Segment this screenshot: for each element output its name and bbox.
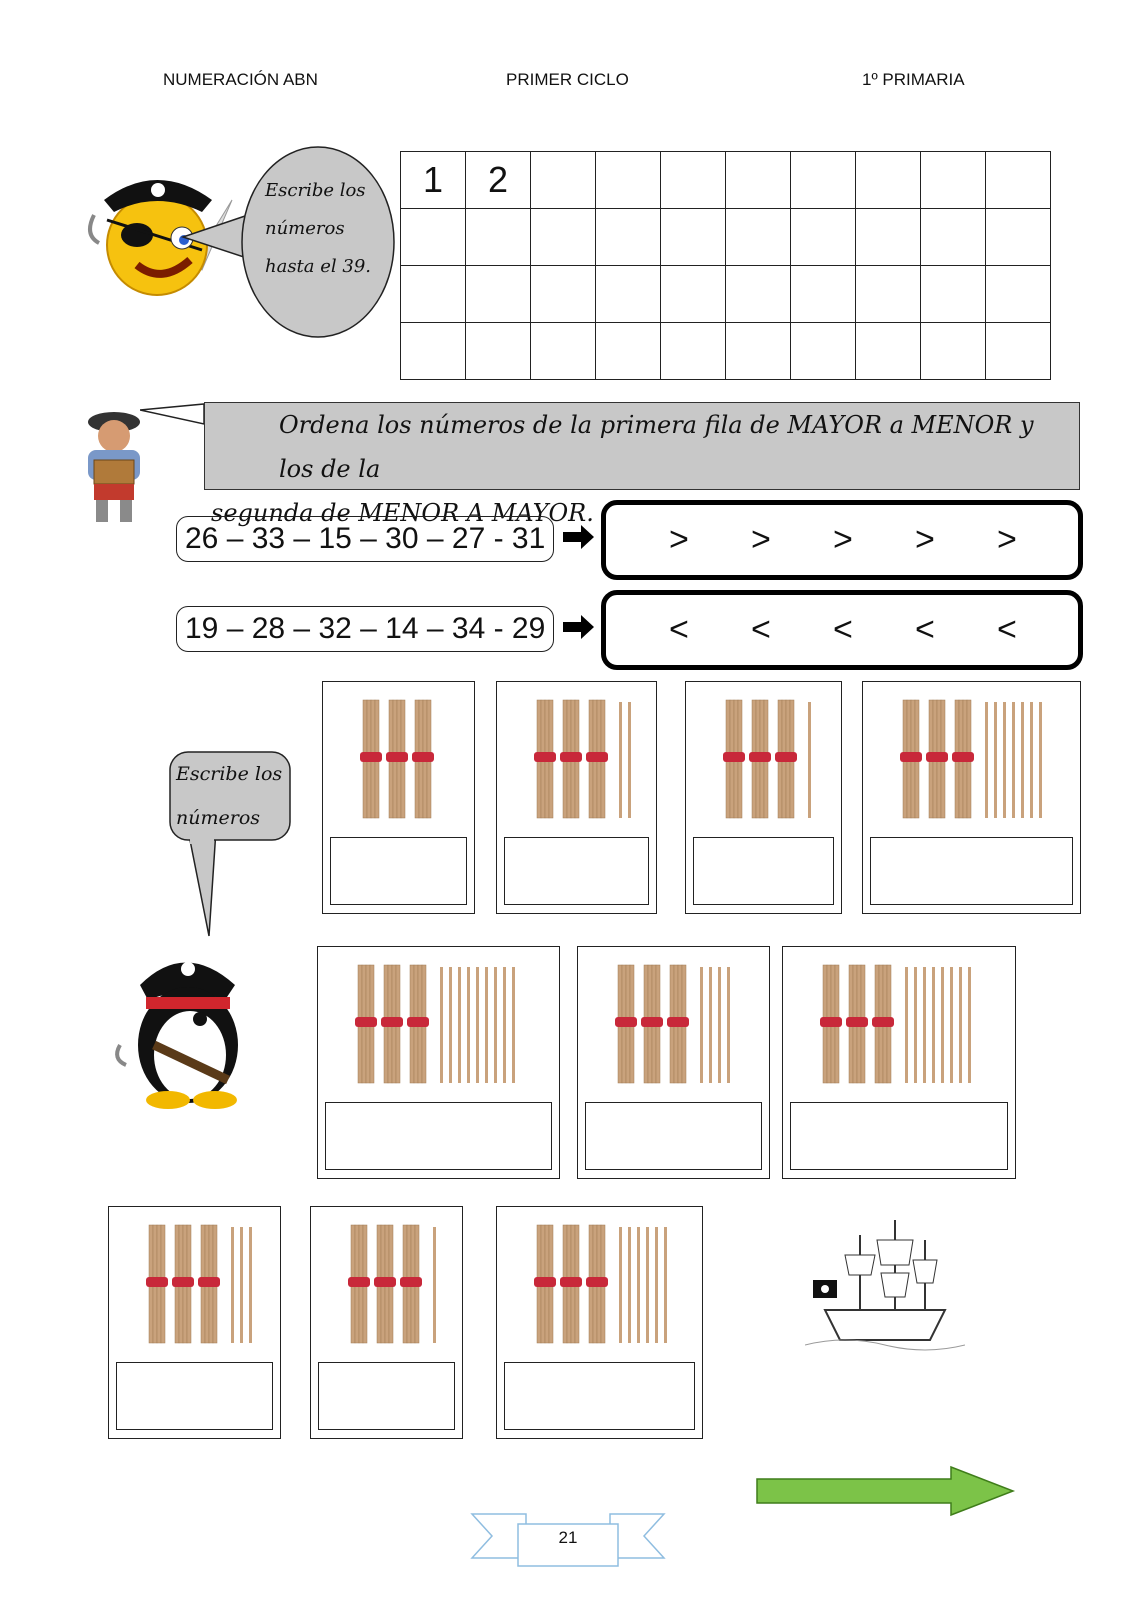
- symbol: <: [915, 610, 935, 649]
- single-stick: [1030, 702, 1033, 818]
- stick-card: [108, 1206, 281, 1439]
- number-grid: [400, 151, 1051, 380]
- stick-bundle: [586, 700, 608, 818]
- header-right: 1º PRIMARIA: [862, 70, 965, 89]
- stick-bundle: [400, 1225, 422, 1343]
- single-stick: [959, 967, 962, 1083]
- stick-bundle: [926, 700, 948, 818]
- sticks-illustration: [578, 957, 771, 1097]
- grid-cell[interactable]: [661, 209, 726, 266]
- single-stick: [458, 967, 461, 1083]
- single-stick: [968, 967, 971, 1083]
- grid-row: [401, 323, 1051, 380]
- single-stick: [808, 702, 811, 818]
- grid-cell[interactable]: [596, 323, 661, 380]
- sequence-1: 26 – 33 – 15 – 30 – 27 - 31: [176, 516, 554, 562]
- grid-cell[interactable]: [466, 209, 531, 266]
- stick-bundle: [641, 965, 663, 1083]
- stick-bundle: [846, 965, 868, 1083]
- symbol: >: [997, 520, 1017, 559]
- grid-cell[interactable]: [466, 323, 531, 380]
- stick-bundle: [952, 700, 974, 818]
- next-page-arrow[interactable]: [755, 1465, 1017, 1517]
- stick-bundle: [534, 1225, 556, 1343]
- grid-cell[interactable]: [596, 152, 661, 209]
- grid-cell[interactable]: [661, 152, 726, 209]
- single-stick: [619, 1227, 622, 1343]
- single-stick: [619, 702, 622, 818]
- grid-cell[interactable]: [791, 266, 856, 323]
- grid-cell[interactable]: [791, 152, 856, 209]
- single-stick: [994, 702, 997, 818]
- instruction-line-2: segunda de MENOR A MAYOR.: [211, 499, 594, 527]
- stick-card: [317, 946, 560, 1179]
- answer-box[interactable]: [116, 1362, 273, 1430]
- grid-cell[interactable]: [466, 266, 531, 323]
- single-stick: [628, 702, 631, 818]
- symbol: >: [751, 520, 771, 559]
- single-stick: [512, 967, 515, 1083]
- grid-cell[interactable]: [401, 209, 466, 266]
- single-stick: [700, 967, 703, 1083]
- single-stick: [941, 967, 944, 1083]
- stick-card: [577, 946, 770, 1179]
- sticks-illustration: [783, 957, 1017, 1097]
- grid-cell[interactable]: [986, 323, 1051, 380]
- stick-card: [496, 1206, 703, 1439]
- bubble2-text: [176, 752, 282, 840]
- single-stick: [628, 1227, 631, 1343]
- single-stick: [449, 967, 452, 1083]
- single-stick: [905, 967, 908, 1083]
- stick-card: [862, 681, 1081, 914]
- grid-cell[interactable]: [661, 266, 726, 323]
- sticks-illustration: [109, 1217, 282, 1357]
- stick-bundle: [146, 1225, 168, 1343]
- sticks-illustration: [497, 692, 658, 832]
- grid-cell[interactable]: [531, 152, 596, 209]
- bubble1-line: números: [265, 218, 345, 239]
- single-stick: [467, 967, 470, 1083]
- answer-box[interactable]: [504, 837, 649, 905]
- stick-bundle: [560, 1225, 582, 1343]
- single-stick: [1003, 702, 1006, 818]
- grid-cell[interactable]: [596, 209, 661, 266]
- pirate-ship-icon: [805, 1205, 965, 1355]
- arrow-right-icon: [563, 615, 595, 639]
- single-stick: [655, 1227, 658, 1343]
- stick-bundle: [749, 700, 771, 818]
- sticks-illustration: [323, 692, 476, 832]
- stick-bundle: [723, 700, 745, 818]
- sequence-2: 19 – 28 – 32 – 14 – 34 - 29: [176, 606, 554, 652]
- bubble2-line: números: [176, 807, 261, 829]
- grid-cell[interactable]: [856, 209, 921, 266]
- single-stick: [1021, 702, 1024, 818]
- single-stick: [637, 1227, 640, 1343]
- answer-box[interactable]: [325, 1102, 552, 1170]
- stick-bundle: [348, 1225, 370, 1343]
- single-stick: [476, 967, 479, 1083]
- bubble1-line: Escribe los: [265, 180, 366, 201]
- symbol: >: [833, 520, 853, 559]
- stick-bundle: [775, 700, 797, 818]
- stick-bundle: [360, 700, 382, 818]
- answer-box[interactable]: [693, 837, 834, 905]
- grid-cell[interactable]: [401, 266, 466, 323]
- grid-cell[interactable]: [726, 323, 791, 380]
- stick-card: [322, 681, 475, 914]
- sticks-illustration: [686, 692, 843, 832]
- instruction-line-1: Ordena los números de la primera fila de MAYOR a MENOR y los de la: [279, 411, 1034, 483]
- stick-bundle: [667, 965, 689, 1083]
- symbol: >: [669, 520, 689, 559]
- answer-box-1[interactable]: [601, 500, 1083, 580]
- stick-card: [685, 681, 842, 914]
- single-stick: [1039, 702, 1042, 818]
- single-stick: [231, 1227, 234, 1343]
- stick-bundle: [534, 700, 556, 818]
- symbol: >: [915, 520, 935, 559]
- grid-cell[interactable]: [921, 266, 986, 323]
- single-stick: [1012, 702, 1015, 818]
- stick-bundle: [615, 965, 637, 1083]
- grid-cell[interactable]: [596, 266, 661, 323]
- stick-bundle: [586, 1225, 608, 1343]
- grid-cell[interactable]: [856, 152, 921, 209]
- bubble2-line: Escribe los: [176, 763, 283, 785]
- single-stick: [923, 967, 926, 1083]
- answer-box[interactable]: [585, 1102, 762, 1170]
- grid-cell[interactable]: 2: [466, 152, 531, 209]
- sticks-illustration: [497, 1217, 704, 1357]
- stick-bundle: [407, 965, 429, 1083]
- symbol: <: [751, 610, 771, 649]
- single-stick: [240, 1227, 243, 1343]
- grid-cell[interactable]: 1: [401, 152, 466, 209]
- symbol: <: [833, 610, 853, 649]
- banner-pointer: [140, 402, 210, 442]
- grid-cell[interactable]: [856, 323, 921, 380]
- stick-bundle: [172, 1225, 194, 1343]
- single-stick: [249, 1227, 252, 1343]
- grid-cell[interactable]: [921, 323, 986, 380]
- pirate-penguin-icon: [110, 945, 260, 1115]
- header-center: PRIMER CICLO: [506, 70, 629, 89]
- symbol: <: [997, 610, 1017, 649]
- grid-cell[interactable]: [791, 209, 856, 266]
- grid-cell[interactable]: [856, 266, 921, 323]
- answer-box[interactable]: [318, 1362, 455, 1430]
- stick-bundle: [374, 1225, 396, 1343]
- stick-bundle: [900, 700, 922, 818]
- header-left: NUMERACIÓN ABN: [163, 70, 318, 89]
- bubble1-line: hasta el 39.: [265, 256, 372, 277]
- single-stick: [718, 967, 721, 1083]
- single-stick: [664, 1227, 667, 1343]
- stick-bundle: [412, 700, 434, 818]
- single-stick: [932, 967, 935, 1083]
- stick-card: [310, 1206, 463, 1439]
- single-stick: [914, 967, 917, 1083]
- grid-cell[interactable]: [531, 266, 596, 323]
- bubble1-text: [265, 172, 371, 286]
- stick-bundle: [198, 1225, 220, 1343]
- stick-card: [782, 946, 1016, 1179]
- grid-cell[interactable]: [986, 266, 1051, 323]
- grid-row: [401, 209, 1051, 266]
- symbol: <: [669, 610, 689, 649]
- sticks-illustration: [311, 1217, 464, 1357]
- grid-cell[interactable]: [531, 323, 596, 380]
- grid-cell[interactable]: [661, 323, 726, 380]
- stick-card: [496, 681, 657, 914]
- single-stick: [646, 1227, 649, 1343]
- grid-cell[interactable]: [726, 152, 791, 209]
- single-stick: [440, 967, 443, 1083]
- grid-cell[interactable]: [726, 266, 791, 323]
- single-stick: [485, 967, 488, 1083]
- sticks-illustration: [318, 957, 561, 1097]
- stick-bundle: [560, 700, 582, 818]
- single-stick: [950, 967, 953, 1083]
- answer-box[interactable]: [790, 1102, 1008, 1170]
- grid-cell[interactable]: [986, 209, 1051, 266]
- instruction-banner: [204, 402, 1080, 527]
- single-stick: [503, 967, 506, 1083]
- grid-cell[interactable]: [921, 152, 986, 209]
- grid-cell[interactable]: [791, 323, 856, 380]
- single-stick: [727, 967, 730, 1083]
- answer-box[interactable]: [504, 1362, 695, 1430]
- grid-cell[interactable]: [726, 209, 791, 266]
- single-stick: [709, 967, 712, 1083]
- answer-box[interactable]: [870, 837, 1073, 905]
- grid-cell[interactable]: [401, 323, 466, 380]
- page-number: 21: [558, 1528, 578, 1547]
- stick-bundle: [355, 965, 377, 1083]
- stick-bundle: [872, 965, 894, 1083]
- grid-row: [401, 152, 1051, 209]
- stick-bundle: [386, 700, 408, 818]
- grid-row: [401, 266, 1051, 323]
- single-stick: [494, 967, 497, 1083]
- answer-box[interactable]: [330, 837, 467, 905]
- sticks-illustration: [863, 692, 1082, 832]
- single-stick: [985, 702, 988, 818]
- stick-bundle: [820, 965, 842, 1083]
- grid-cell[interactable]: [531, 209, 596, 266]
- grid-cell[interactable]: [986, 152, 1051, 209]
- answer-box-2[interactable]: [601, 590, 1083, 670]
- grid-cell[interactable]: [921, 209, 986, 266]
- single-stick: [433, 1227, 436, 1343]
- stick-bundle: [381, 965, 403, 1083]
- arrow-right-icon: [563, 525, 595, 549]
